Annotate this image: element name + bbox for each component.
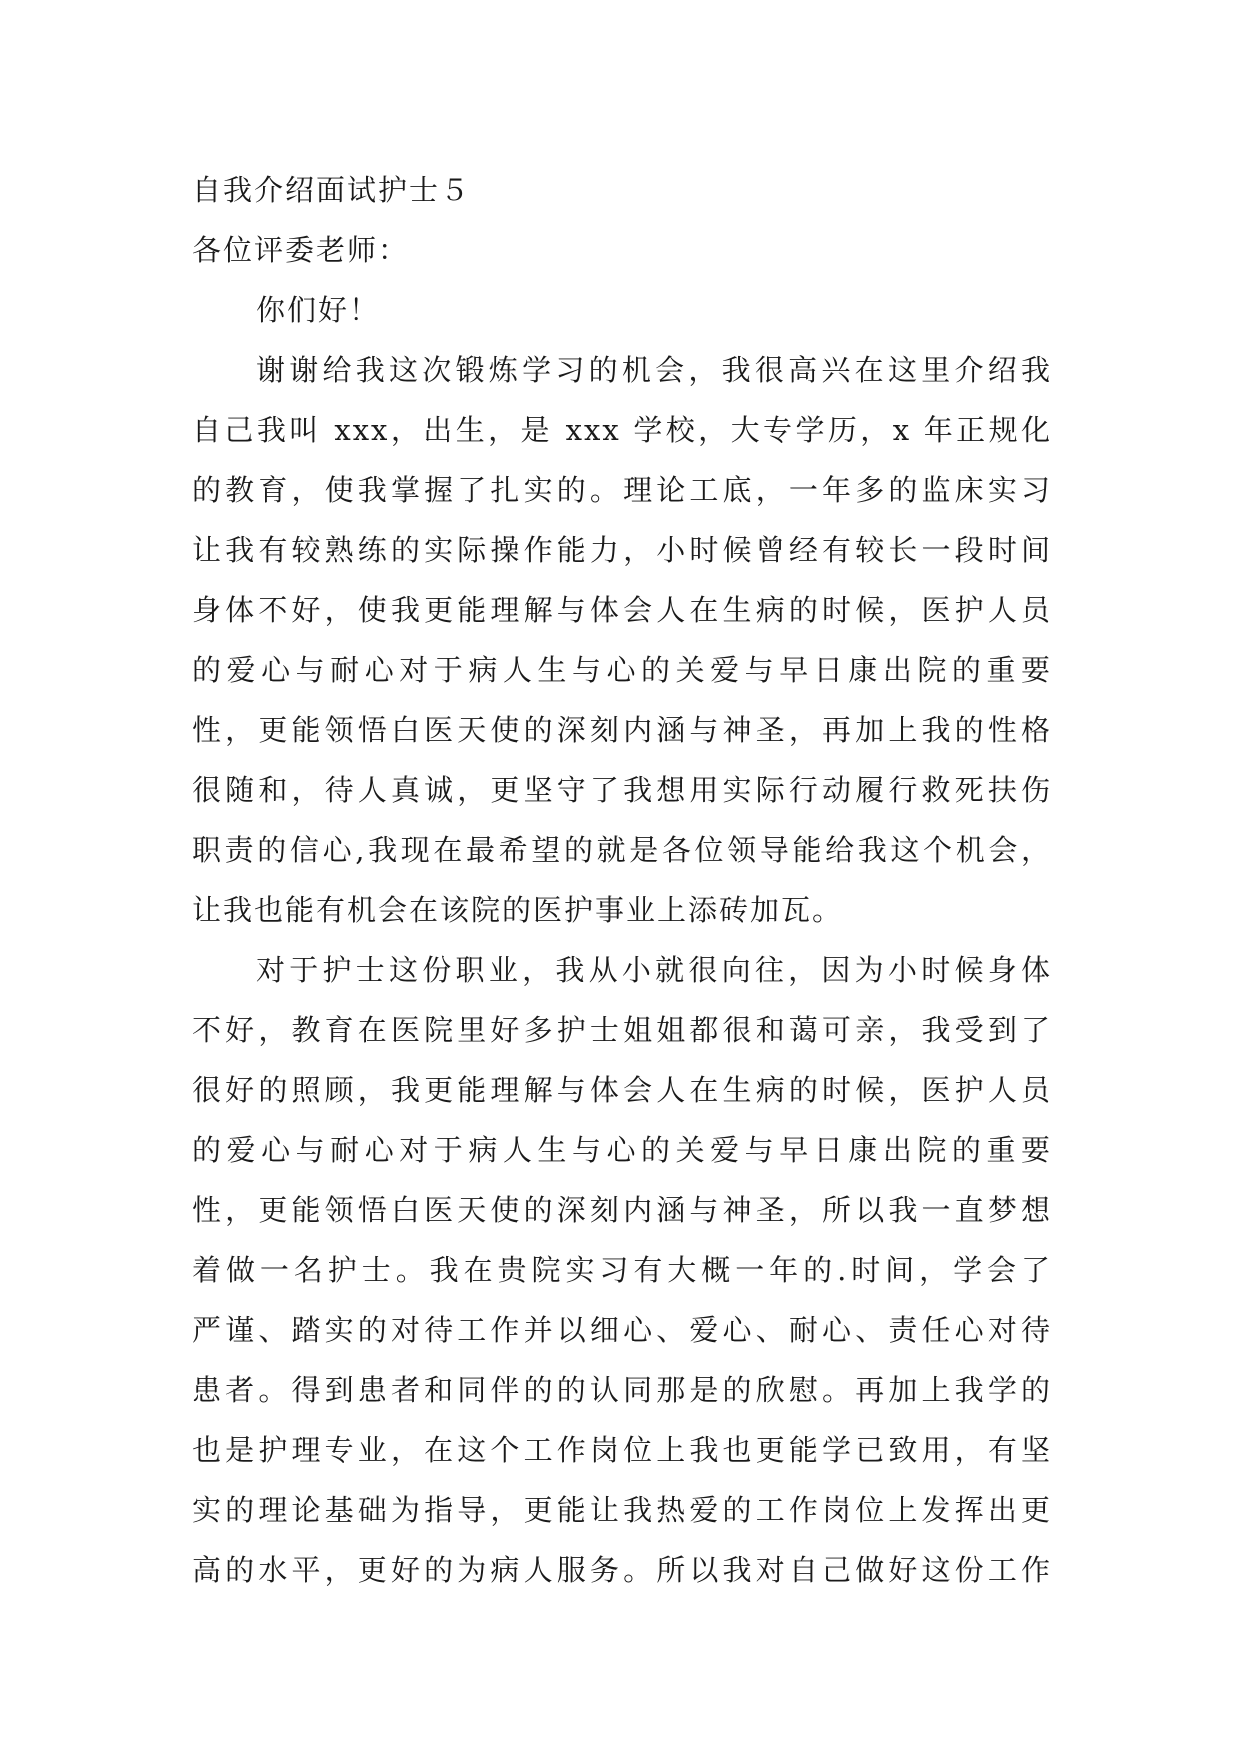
paragraph-line: 很随和，待人真诚，更坚守了我想用实际行动履行救死扶伤 [192,773,1052,807]
salutation: 各位评委老师： [192,233,410,267]
paragraph-1 [192,340,1052,940]
paragraph-line: 的爱心与耐心对于病人生与心的关爱与早日康出院的重要 [192,653,1052,687]
paragraph-line: 对于护士这份职业，我从小就很向往，因为小时候身体 [256,953,1052,987]
paragraph-line: 高的水平，更好的为病人服务。所以我对自己做好这份工作 [192,1553,1052,1587]
paragraph-line: 自己我叫 xxx，出生，是 xxx 学校，大专学历，x 年正规化 [192,413,1052,447]
paragraph-line: 实的理论基础为指导，更能让我热爱的工作岗位上发挥出更 [192,1493,1052,1527]
paragraph-line: 职责的信心,我现在最希望的就是各位领导能给我这个机会， [192,833,1052,867]
paragraph-line: 性，更能领悟白医天使的深刻内涵与神圣，所以我一直梦想 [192,1193,1052,1227]
paragraph-line: 谢谢给我这次锻炼学习的机会，我很高兴在这里介绍我 [256,353,1052,387]
document-title: 自我介绍面试护士５ [192,173,472,207]
paragraph-line: 的教育，使我掌握了扎实的。理论工底，一年多的监床实习 [192,473,1052,507]
paragraph-line: 不好，教育在医院里好多护士姐姐都很和蔼可亲，我受到了 [192,1013,1052,1047]
paragraph-line: 很好的照顾，我更能理解与体会人在生病的时候，医护人员 [192,1073,1052,1107]
paragraph-line: 身体不好，使我更能理解与体会人在生病的时候，医护人员 [192,593,1052,627]
greeting: 你们好！ [256,293,381,327]
paragraph-line: 着做一名护士。我在贵院实习有大概一年的.时间，学会了 [192,1253,1052,1287]
document-body [192,160,1052,1600]
paragraph-line: 性，更能领悟白医天使的深刻内涵与神圣，再加上我的性格 [192,713,1052,747]
paragraph-line: 的爱心与耐心对于病人生与心的关爱与早日康出院的重要 [192,1133,1052,1167]
paragraph-line: 让我也能有机会在该院的医护事业上添砖加瓦。 [192,893,844,927]
paragraph-line: 让我有较熟练的实际操作能力，小时候曾经有较长一段时间 [192,533,1052,567]
paragraph-line: 严谨、踏实的对待工作并以细心、爱心、耐心、责任心对待 [192,1313,1052,1347]
paragraph-line: 患者。得到患者和同伴的的认同那是的欣慰。再加上我学的 [192,1373,1052,1407]
paragraph-line: 也是护理专业，在这个工作岗位上我也更能学已致用，有坚 [192,1433,1052,1467]
paragraph-2 [192,940,1052,1600]
